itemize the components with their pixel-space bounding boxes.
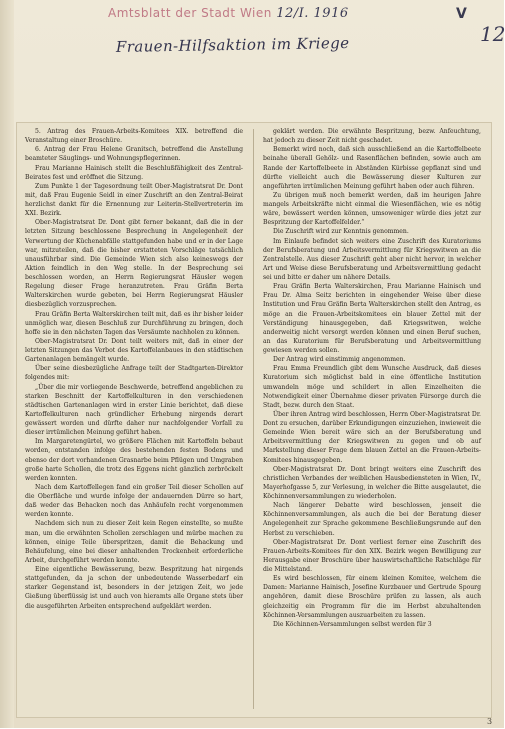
stamp-date: 12/I. 1916 [276, 6, 349, 21]
article-paragraph: Es wird beschlossen, für einem kleinen Komitee, welchem die Damen: Marianne Hainisch, Josefine Kurzbauer und Gertrude Spourg angehören, damit diese Broschüre prüfen zu lassen, als auch gleichzeitig ein Programm für die im Herbst abzuhaltenden Köchinnen-Versammlungen auszuarbeiten zu lassen. [263, 575, 481, 619]
article-paragraph: Ober-Magistratsrat Dr. Dont teilt weiters mit, daß in einer der letzten Sitzungen das Verbot des Kartoffelanbaues in den städtischen Gartenanlagen bemängelt wurde. [25, 337, 243, 364]
right-column [263, 127, 481, 711]
article-paragraph: Frau Emma Freundlich gibt dem Wunsche Ausdruck, daß dieses Kuratorium sich möglichst bald in eine öffentliche Institution umwandeln möge und schildert in allen Einzelheiten die Notwendigkeit einer Übernahme dieser privaten Fürsorge durch die Stadt, bezw. durch den Staat. [263, 365, 481, 409]
article-paragraph: Frau Gräfin Berta Walterskirchen, Frau Marianne Hainisch und Frau Dr. Alma Seitz berichten in eingehender Weise über diese Institution und Frau Gräfin Berta Walterskirchen stellt den Antrag, es möge an die Frauen-Arbeitskomitees ein blauer Zettel mit der Verständigung hinausgegeben, daß Kriegswitwen, welche anderweitig nicht versorgt werden können und einen Beruf suchen, an das Kuratorium für Berufsberatung und Arbeitsvermittlung gewiesen werden sollen. [263, 283, 481, 354]
stamp-text: Amtsblatt der Stadt Wien [108, 6, 272, 20]
article-paragraph: Über ihren Antrag wird beschlossen, Herrn Ober-Magistratsrat Dr. Dont zu ersuchen, darüber Erkundigungen einzuziehen, inwieweit die Gemeinde Wien bereit wäre sich an der Berufsberatung und Arbeitsvermittlung der Kriegswitwen zu gegen und ob auf Markstellung dieser Frage dem blauen Zettel an die Frauen-Arbeits-Komitees hinausgegeben. [263, 410, 481, 464]
article-paragraph: Ober-Magistratsrat Dr. Dont bringt weiters eine Zuschrift des christlichen Verbandes der weiblichen Hausbediensteten in Wien, IV., Mayerhofgasse 5, zur Verlesung, in welcher die Bitte ausgelautet, die Köchinnenversammlungen zu wiederholen. [263, 465, 481, 500]
newspaper-clipping [16, 122, 493, 726]
column-divider [253, 129, 254, 709]
article-paragraph: Zu übrigen muß noch bemerkt werden, daß im heurigen Jahre mangels Arbeitskräfte nicht einmal die Wiesenflächen, wie es nötig wäre, bewässert werden können, umsoweniger würde dies jetzt zur Bespritzung der Kartoffelfelder.“ [263, 191, 481, 227]
handwritten-title: Frauen-Hilfsaktion im Kriege [115, 33, 350, 56]
article-paragraph: Nach dem Kartoffellegen fand ein großer Teil dieser Schollen auf die Oberfläche und wurde infolge der andauernden Dürre so hart, daß weder das Behacken noch das Anhäufeln recht vorgenommen werden konnte. [25, 483, 243, 519]
article-paragraph: 5. Antrag des Frauen-Arbeits-Komitees XIX. betreffend die Veranstaltung einer Broschüre. [25, 128, 243, 145]
article-paragraph: Die Köchinnen-Versammlungen selbst werden für 3 [273, 620, 432, 628]
article-paragraph: Zum Punkte 1 der Tagesordnung teilt Ober-Magistratsrat Dr. Dont mit, daß Frau Eugenie Seidl in einer Zuschrift an den Zentral-Beirat herzlichst dankt für die Ernennung zur Leiterin-Stellvertreterin im XXI. Bezirk. [25, 182, 243, 218]
article-paragraph: Frau Marianne Hainisch stellt die Beschlußfähigkeit des Zentral-Beirates fest und eröffnet die Sitzung. [25, 164, 243, 181]
article-paragraph: Bemerkt wird noch, daß sich ausschließend an die Kartoffelbeete beinahe überall Gehölz- und Rasenflächen befinden, sowie auch am Rande der Kartoffelbeete in Abständen Kürbisse gepflanzt sind und dürfte vielleicht auch die Bewässerung dieser Kulturen zur angeführten irrtümlichen Meinung geführt haben oder auch führen. [263, 146, 481, 190]
article-paragraph: Frau Gräfin Berta Walterskirchen teilt mit, daß es ihr bisher leider unmöglich war, diesen Beschluß zur Durchführung zu bringen, doch hoffe sie in den nächsten Tagen das Versäumte nachholen zu können. [25, 310, 243, 336]
article-paragraph: Über seine diesbezügliche Anfrage teilt der Stadtgarten-Direktor folgendes mit: [25, 365, 243, 382]
article-paragraph: Nach längerer Debatte wird beschlossen, jenseit die Köchinnenversammlungen, als auch die bei der Beratung dieser Angelegenheit zur Sprache gekommene Beschließungsrunde auf den Herbst zu verschieben. [263, 502, 481, 537]
article-paragraph: Ober-Magistratsrat Dr. Dont gibt ferner bekannt, daß die in der letzten Sitzung beschlossene Besprechung in Angelegenheit der Verwertung der Küchenabfälle stattgefunden habe und er in der Lage war, mitzuteilen, daß die bisher erstatteten Vorschläge tatsächlich unausführbar sind. Die Gemeinde Wien sich also keineswegs der Aktion feindlich in den Weg stelle. In der Besprechung sei beschlossen worden, an Herrn Regierungsrat Häusler wegen Regelung dieser Frage heranzutreten. Frau Gräfin Berta Walterskirchen wurde gebeten, bei Herrn Regierungsrat Häusler diesbezüglich vorzusprechen. [25, 219, 243, 309]
article-paragraph: Ober-Magistratsrat Dr. Dont verliest ferner eine Zuschrift des Frauen-Arbeits-Komitees für den XIX. Bezirk wegen Bewilligung zur Herausgabe einer Broschüre über hauswirtschaftliche Ratschläge für die Mittelstand. [263, 538, 481, 573]
article-paragraph: Im Margaretengürtel, wo größere Flächen mit Kartoffeln bebaut worden, entstanden infolge des bestehenden festen Bodens und ebenso der dort vorhandenen Grasnarbe beim Pflügen und Umgraben große harte Schollen, die trotz des Eggens nicht gänzlich zerbröckelt werden konnten. [25, 438, 243, 482]
article-paragraph: geklärt werden. Die erwähnte Bespritzung, bezw. Anfeuchtung, hat jedoch zu dieser Zeit nicht geschadet. [263, 128, 481, 145]
source-stamp [108, 2, 349, 24]
left-column [25, 127, 243, 711]
article-paragraph: 6. Antrag der Frau Helene Granitsch, betreffend die Anstellung beamteter Säuglings- und Wohnungspflegerinnen. [25, 146, 243, 163]
article-paragraph: Im Einlaufe befindet sich weiters eine Zuschrift des Kuratoriums der Berufsberatung und Arbeitsvermittlung für Kriegswitwen an die Zentralstelle. Aus dieser Zuschrift geht aber nicht hervor, in welcher Art und Weise diese Berufsberatung und Arbeitsvermittlung gedacht sei und bitte er daher um nähere Details. [263, 237, 481, 281]
page-number: 3 [487, 717, 493, 726]
article-paragraph: Die Zuschrift wird zur Kenntnis genommen. [273, 228, 409, 236]
sheet-fold-shadow [0, 0, 14, 728]
corner-number: 12 [480, 22, 505, 46]
article-paragraph: Nachdem sich nun zu dieser Zeit kein Regen einstellte, so mußte man, um die erwähnten Schollen zerschlagen und mürbe machen zu können, einige Teile überspritzen, damit die Behackung und Behäufelung, eine bei dieser anhaltenden Trockenheit erforderliche Arbeit, durchgeführt werden konnte. [25, 520, 243, 564]
article-paragraph: Eine eigentliche Bewässerung, bezw. Bespritzung hat nirgends stattgefunden, da ja schon der unbedeutende Wasserbedarf ein starker Gegenstand ist, besonders in der jetzigen Zeit, wo jede Gießung überflüssig ist und auch von hieramts alle Organe stets über die ausgeführten Arbeiten entsprechend aufgeklärt werden. [25, 566, 243, 610]
article-paragraph: Der Antrag wird einstimmig angenommen. [273, 356, 406, 364]
corner-mark: V [456, 6, 467, 22]
article-paragraph: „Über die mir vorliegende Beschwerde, betreffend angeblichen zu starken Beschnitt der Kartoffelkulturen in den verschiedenen städtischen Gartenanlagen wird in erster Linie berichtet, daß diese Kartoffelkulturen nach gründlicher Erhebung nirgends derart gewässert worden und dürfte daher nur nachfolgender Vorfall zu dieser irrtümlichen Meinung geführt haben. [25, 383, 243, 437]
